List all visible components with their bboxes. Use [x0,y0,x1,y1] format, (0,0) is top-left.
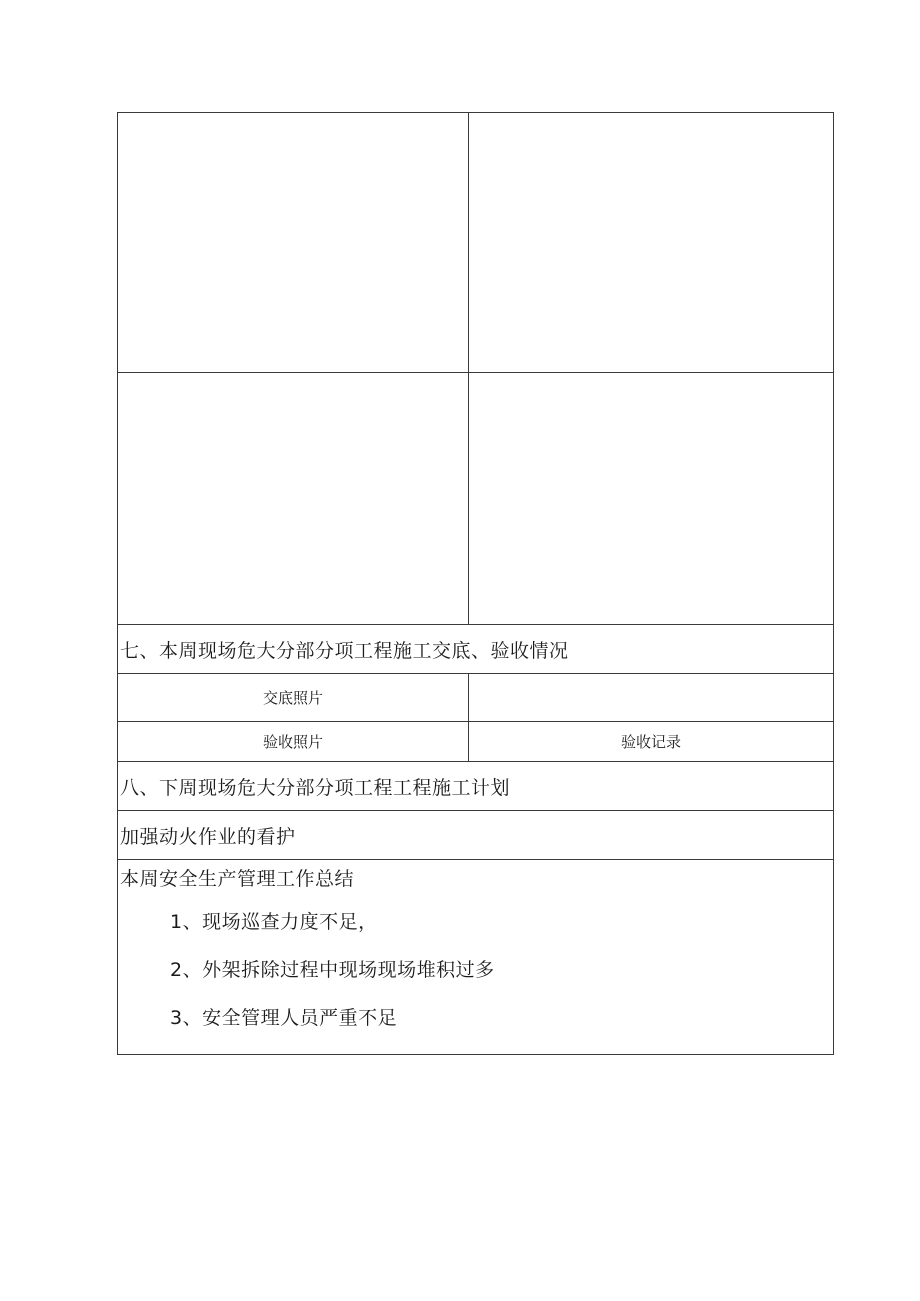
photo-cell-right-2 [469,373,834,625]
acceptance-record-label: 验收记录 [469,722,834,762]
section7-heading-row [118,625,834,674]
summary-item: 3、安全管理人员严重不足 [170,1007,398,1029]
photo-row-1 [118,113,834,373]
briefing-photo-row [118,674,834,722]
briefing-photo-value [469,674,834,722]
report-table [117,112,834,1055]
section7-heading: 七、本周现场危大分部分项工程施工交底、验收情况 [118,625,834,674]
summary-cell [118,860,834,1055]
section8-plan-row [118,811,834,860]
summary-item: 2、外架拆除过程中现场现场堆积过多 [170,959,495,981]
section8-heading-row [118,762,834,811]
photo-row-2 [118,373,834,625]
summary-list [170,910,495,1054]
acceptance-row [118,722,834,762]
summary-row [118,860,834,1055]
acceptance-photo-label: 验收照片 [118,722,469,762]
summary-title: 本周安全生产管理工作总结 [120,868,355,890]
photo-cell-left-1 [118,113,469,373]
briefing-photo-label: 交底照片 [118,674,469,722]
section8-plan: 加强动火作业的看护 [118,811,834,860]
photo-cell-right-1 [469,113,834,373]
section8-heading: 八、下周现场危大分部分项工程工程施工计划 [118,762,834,811]
photo-cell-left-2 [118,373,469,625]
summary-item: 1、现场巡查力度不足， [170,911,378,933]
